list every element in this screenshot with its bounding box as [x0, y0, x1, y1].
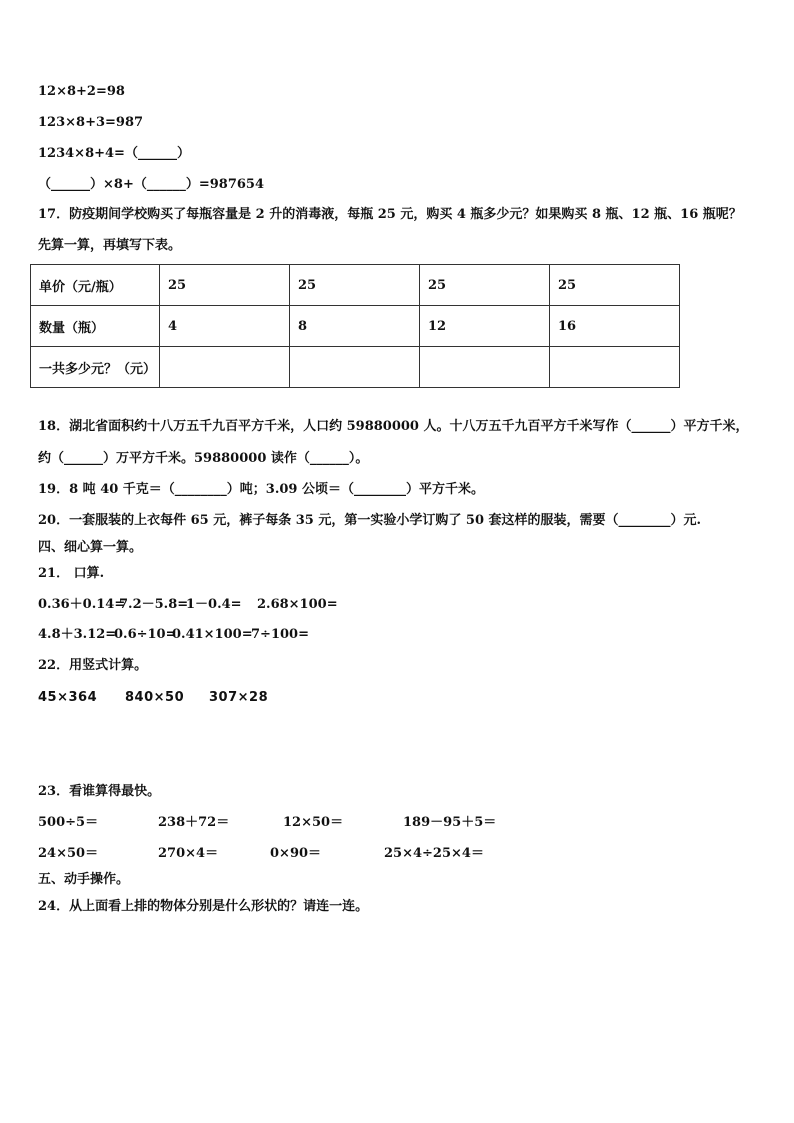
answer-cell[interactable]: [420, 347, 550, 388]
question-19: 19．8 吨 40 千克＝（________）吨；3.09 公顷＝（________）平方千米。: [38, 482, 484, 497]
line-123x8: 123×8+3=987: [38, 115, 144, 130]
question-21: 21． 口算.: [38, 566, 105, 581]
vertical-calc-item: 307×28: [209, 690, 269, 705]
table-row: [31, 347, 680, 388]
price-table: [30, 264, 680, 388]
section-5-heading: 五、动手操作。: [38, 872, 130, 887]
answer-cell[interactable]: [160, 347, 290, 388]
oral-calc-item: 0.6÷10=: [114, 627, 177, 642]
line-12x8: 12×8+2=98: [38, 84, 125, 99]
question-17-instruction: 先算一算，再填写下表。: [38, 238, 182, 253]
line-987654: （______）×8+（______）=987654: [38, 177, 264, 192]
oral-calc-item: 2.68×100=: [257, 597, 338, 612]
quick-calc-item: 270×4＝: [158, 846, 219, 861]
quick-calc-item: 25×4÷25×4＝: [384, 846, 484, 861]
table-cell: 16: [550, 306, 680, 347]
table-row: [31, 265, 680, 306]
answer-cell[interactable]: [290, 347, 420, 388]
oral-calc-item: 7.2－5.8=: [119, 597, 189, 612]
table-header-cell: 单价（元/瓶）: [31, 265, 160, 306]
question-23: 23．看谁算得最快。: [38, 784, 161, 799]
quick-calc-item: 500÷5＝: [38, 815, 99, 830]
table-header-cell: 数量（瓶）: [31, 306, 160, 347]
table-cell: 25: [160, 265, 290, 306]
table-cell: 25: [420, 265, 550, 306]
question-17: 17．防疫期间学校购买了每瓶容量是 2 升的消毒液，每瓶 25 元，购买 4 瓶多少元？如果购买 8 瓶、12 瓶、16 瓶呢？: [38, 207, 742, 222]
quick-calc-item: 189－95＋5＝: [403, 815, 497, 830]
table-cell: 12: [420, 306, 550, 347]
quick-calc-item: 12×50＝: [283, 815, 344, 830]
vertical-calc-item: 840×50: [125, 690, 185, 705]
quick-calc-item: 0×90＝: [270, 846, 322, 861]
question-24: 24．从上面看上排的物体分别是什么形状的？请连一连。: [38, 899, 369, 914]
table-cell: 25: [550, 265, 680, 306]
oral-calc-item: 1－0.4=: [186, 597, 242, 612]
oral-calc-item: 4.8＋3.12=: [38, 627, 117, 642]
table-cell: 8: [290, 306, 420, 347]
quick-calc-item: 238＋72＝: [158, 815, 230, 830]
oral-calc-item: 0.36＋0.14=: [38, 597, 126, 612]
vertical-calc-row: [38, 690, 269, 754]
table-cell: 25: [290, 265, 420, 306]
quick-calc-item: 24×50＝: [38, 846, 99, 861]
table-cell: 4: [160, 306, 290, 347]
table-header-cell: 一共多少元？（元）: [31, 347, 160, 388]
table-row: [31, 306, 680, 347]
question-18-continued: 约（______）万平方千米。59880000 读作（______）。: [38, 451, 369, 466]
question-18: 18．湖北省面积约十八万五千九百平方千米，人口约 59880000 人。十八万五千九百平方千米写作（______）平方千米，: [38, 419, 749, 434]
section-4-heading: 四、细心算一算。: [38, 540, 143, 555]
question-22: 22．用竖式计算。: [38, 658, 148, 673]
answer-cell[interactable]: [550, 347, 680, 388]
oral-calc-item: 7÷100=: [251, 627, 309, 642]
vertical-calc-item: 45×364: [38, 690, 98, 705]
question-20: 20．一套服装的上衣每件 65 元，裤子每条 35 元，第一实验小学订购了 50 套这样的服装，需要（________）元.: [38, 513, 702, 528]
line-1234x8: 1234×8+4=（______）: [38, 146, 190, 161]
oral-calc-item: 0.41×100=: [172, 627, 253, 642]
